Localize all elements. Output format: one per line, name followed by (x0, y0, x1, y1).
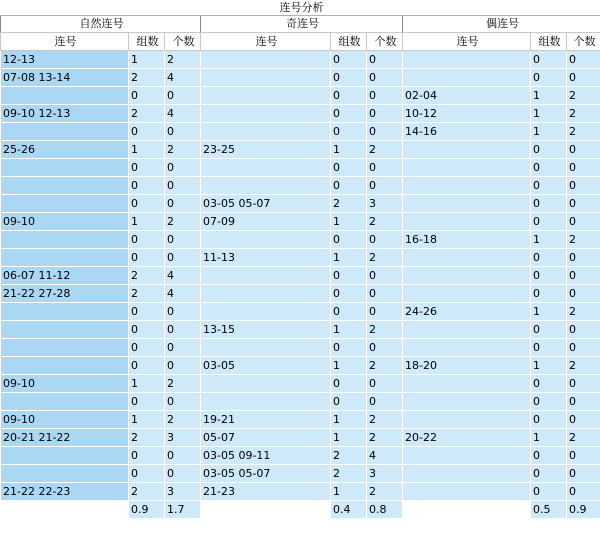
table-row (1, 69, 600, 87)
table-row (1, 177, 600, 195)
cell-natural-groups: 1 (129, 213, 165, 231)
cell-natural-groups: 0 (129, 339, 165, 357)
cell-even-count: 0 (567, 267, 600, 285)
cell-even-groups: 0 (531, 69, 567, 87)
table-row (1, 303, 600, 321)
cell-odd-number: 03-05 05-07 (201, 195, 331, 213)
cell-natural-number (1, 357, 129, 375)
table-row (1, 465, 600, 483)
cell-odd-count: 0 (367, 303, 403, 321)
cell-even-number: 16-18 (403, 231, 531, 249)
cell-odd-count: 3 (367, 195, 403, 213)
cell-natural-groups: 2 (129, 105, 165, 123)
cell-even-count: 0 (567, 285, 600, 303)
cell-natural-groups: 0 (129, 177, 165, 195)
cell-natural-number: 21-22 27-28 (1, 285, 129, 303)
cell-odd-number (201, 375, 331, 393)
cell-odd-count: 0 (367, 87, 403, 105)
cell-natural-number (1, 339, 129, 357)
cell-even-count: 2 (567, 105, 600, 123)
cell-even-count: 0 (567, 195, 600, 213)
cell-natural-count: 2 (165, 411, 201, 429)
cell-natural-groups: 2 (129, 483, 165, 501)
table-row (1, 195, 600, 213)
cell-natural-number (1, 249, 129, 267)
cell-even-number (403, 249, 531, 267)
col-header-number: 连号 (403, 33, 531, 51)
cell-natural-number: 09-10 (1, 213, 129, 231)
cell-natural-groups: 2 (129, 69, 165, 87)
cell-odd-groups: 0 (331, 303, 367, 321)
cell-natural-count: 3 (165, 429, 201, 447)
cell-natural-groups: 1 (129, 375, 165, 393)
cell-odd-count: 2 (367, 357, 403, 375)
cell-odd-count: 0 (367, 339, 403, 357)
cell-natural-groups: 2 (129, 429, 165, 447)
cell-odd-groups: 2 (331, 465, 367, 483)
cell-even-groups: 0 (531, 213, 567, 231)
cell-even-count: 0 (567, 483, 600, 501)
table-row (1, 231, 600, 249)
cell-odd-number (201, 177, 331, 195)
cell-odd-groups: 1 (331, 357, 367, 375)
col-header-groups: 组数 (531, 33, 567, 51)
col-header-count: 个数 (367, 33, 403, 51)
cell-odd-number: 23-25 (201, 141, 331, 159)
cell-even-groups: 1 (531, 105, 567, 123)
cell-odd-count: 0 (367, 285, 403, 303)
cell-even-count: 2 (567, 87, 600, 105)
cell-even-number (403, 393, 531, 411)
cell-odd-number (201, 285, 331, 303)
cell-natural-count: 2 (165, 51, 201, 69)
table-row (1, 429, 600, 447)
table-row (1, 321, 600, 339)
cell-even-groups: 0 (531, 393, 567, 411)
cell-even-groups: 0 (531, 141, 567, 159)
cell-odd-groups: 0 (331, 375, 367, 393)
cell-natural-count: 2 (165, 213, 201, 231)
cell-natural-count: 0 (165, 231, 201, 249)
average-blank-cell (403, 501, 531, 519)
cell-odd-groups: 0 (331, 123, 367, 141)
cell-odd-groups: 0 (331, 69, 367, 87)
cell-odd-number (201, 51, 331, 69)
cell-odd-number (201, 123, 331, 141)
cell-even-count: 0 (567, 393, 600, 411)
cell-natural-count: 0 (165, 339, 201, 357)
cell-natural-number (1, 123, 129, 141)
cell-natural-number: 20-21 21-22 (1, 429, 129, 447)
cell-odd-count: 0 (367, 123, 403, 141)
cell-natural-number: 09-10 12-13 (1, 105, 129, 123)
cell-odd-count: 0 (367, 231, 403, 249)
cell-natural-number (1, 447, 129, 465)
col-header-number: 连号 (201, 33, 331, 51)
cell-natural-number (1, 393, 129, 411)
cell-odd-count: 0 (367, 69, 403, 87)
cell-odd-count: 2 (367, 213, 403, 231)
cell-odd-number (201, 231, 331, 249)
cell-odd-count: 2 (367, 483, 403, 501)
group-header-row (1, 16, 600, 33)
cell-natural-number (1, 321, 129, 339)
cell-even-count: 0 (567, 51, 600, 69)
cell-even-groups: 0 (531, 285, 567, 303)
cell-natural-groups: 0 (129, 159, 165, 177)
col-header-groups: 组数 (129, 33, 165, 51)
cell-even-groups: 0 (531, 159, 567, 177)
cell-natural-groups: 0 (129, 249, 165, 267)
table-row (1, 339, 600, 357)
cell-natural-count: 0 (165, 123, 201, 141)
cell-natural-groups: 0 (129, 465, 165, 483)
cell-even-groups: 1 (531, 87, 567, 105)
cell-odd-groups: 1 (331, 213, 367, 231)
cell-natural-number: 21-22 22-23 (1, 483, 129, 501)
cell-natural-groups: 0 (129, 87, 165, 105)
cell-odd-count: 0 (367, 393, 403, 411)
cell-even-count: 0 (567, 465, 600, 483)
cell-natural-groups: 2 (129, 285, 165, 303)
cell-natural-groups: 0 (129, 357, 165, 375)
cell-odd-number: 03-05 (201, 357, 331, 375)
average-natural-count: 1.7 (165, 501, 201, 519)
cell-odd-groups: 0 (331, 87, 367, 105)
cell-odd-groups: 2 (331, 195, 367, 213)
cell-odd-count: 2 (367, 321, 403, 339)
cell-even-groups: 0 (531, 339, 567, 357)
cell-odd-number (201, 303, 331, 321)
cell-odd-number (201, 339, 331, 357)
cell-natural-groups: 1 (129, 411, 165, 429)
cell-natural-count: 0 (165, 87, 201, 105)
cell-odd-groups: 0 (331, 51, 367, 69)
cell-even-count: 0 (567, 249, 600, 267)
table-row (1, 159, 600, 177)
cell-even-count: 2 (567, 429, 600, 447)
cell-natural-number: 07-08 13-14 (1, 69, 129, 87)
table-row (1, 285, 600, 303)
cell-odd-count: 0 (367, 51, 403, 69)
cell-odd-groups: 1 (331, 141, 367, 159)
cell-natural-number (1, 177, 129, 195)
cell-natural-number: 25-26 (1, 141, 129, 159)
cell-odd-count: 4 (367, 447, 403, 465)
cell-odd-count: 2 (367, 411, 403, 429)
cell-odd-number: 05-07 (201, 429, 331, 447)
table-row (1, 51, 600, 69)
cell-even-number (403, 465, 531, 483)
cell-natural-groups: 0 (129, 303, 165, 321)
cell-odd-groups: 1 (331, 321, 367, 339)
cell-odd-groups: 1 (331, 429, 367, 447)
cell-even-groups: 0 (531, 483, 567, 501)
cell-natural-count: 0 (165, 357, 201, 375)
cell-odd-number: 21-23 (201, 483, 331, 501)
cell-natural-number (1, 87, 129, 105)
cell-natural-count: 0 (165, 393, 201, 411)
cell-natural-count: 4 (165, 285, 201, 303)
cell-even-groups: 1 (531, 231, 567, 249)
cell-even-groups: 0 (531, 411, 567, 429)
cell-odd-count: 0 (367, 375, 403, 393)
average-blank-cell (201, 501, 331, 519)
cell-odd-count: 2 (367, 429, 403, 447)
cell-natural-count: 3 (165, 483, 201, 501)
cell-odd-number: 13-15 (201, 321, 331, 339)
cell-even-number (403, 339, 531, 357)
cell-even-count: 0 (567, 141, 600, 159)
cell-even-number: 10-12 (403, 105, 531, 123)
cell-odd-groups: 2 (331, 447, 367, 465)
cell-natural-number: 09-10 (1, 375, 129, 393)
cell-natural-groups: 1 (129, 141, 165, 159)
cell-natural-count: 2 (165, 141, 201, 159)
cell-even-number (403, 321, 531, 339)
cell-natural-groups: 0 (129, 393, 165, 411)
table-row (1, 483, 600, 501)
title-row (1, 1, 600, 16)
average-row (1, 501, 600, 519)
cell-even-number: 02-04 (403, 87, 531, 105)
cell-even-groups: 0 (531, 249, 567, 267)
col-header-number: 连号 (1, 33, 129, 51)
cell-odd-count: 3 (367, 465, 403, 483)
cell-even-groups: 0 (531, 195, 567, 213)
cell-even-number: 14-16 (403, 123, 531, 141)
group-odd: 奇连号 (201, 16, 403, 33)
cell-natural-count: 0 (165, 303, 201, 321)
cell-odd-groups: 0 (331, 339, 367, 357)
cell-even-number (403, 267, 531, 285)
cell-even-number (403, 447, 531, 465)
average-even-groups: 0.5 (531, 501, 567, 519)
cell-even-number: 20-22 (403, 429, 531, 447)
cell-even-count: 2 (567, 231, 600, 249)
cell-even-number (403, 375, 531, 393)
cell-even-number (403, 411, 531, 429)
cell-natural-groups: 0 (129, 123, 165, 141)
cell-natural-number (1, 231, 129, 249)
average-blank-cell (1, 501, 129, 519)
cell-natural-number: 12-13 (1, 51, 129, 69)
cell-odd-groups: 0 (331, 159, 367, 177)
cell-odd-number (201, 87, 331, 105)
cell-even-count: 0 (567, 411, 600, 429)
cell-odd-count: 0 (367, 159, 403, 177)
table-row (1, 267, 600, 285)
table-row (1, 393, 600, 411)
cell-odd-number (201, 69, 331, 87)
group-natural: 自然连号 (1, 16, 201, 33)
cell-odd-number: 03-05 09-11 (201, 447, 331, 465)
cell-odd-groups: 0 (331, 177, 367, 195)
table-row (1, 123, 600, 141)
cell-natural-number: 06-07 11-12 (1, 267, 129, 285)
cell-odd-number (201, 267, 331, 285)
table-title: 连号分析 (1, 1, 600, 16)
table-row (1, 447, 600, 465)
col-header-count: 个数 (165, 33, 201, 51)
table-row (1, 411, 600, 429)
cell-odd-number: 03-05 05-07 (201, 465, 331, 483)
cell-natural-count: 2 (165, 375, 201, 393)
table-row (1, 357, 600, 375)
average-odd-groups: 0.4 (331, 501, 367, 519)
cell-natural-number (1, 195, 129, 213)
group-even: 偶连号 (403, 16, 600, 33)
cell-natural-number (1, 465, 129, 483)
cell-even-groups: 0 (531, 321, 567, 339)
cell-even-count: 0 (567, 69, 600, 87)
cell-odd-number: 11-13 (201, 249, 331, 267)
table-row (1, 213, 600, 231)
average-even-count: 0.9 (567, 501, 600, 519)
cell-even-groups: 1 (531, 429, 567, 447)
cell-even-count: 0 (567, 213, 600, 231)
cell-even-groups: 0 (531, 177, 567, 195)
cell-even-count: 0 (567, 159, 600, 177)
cell-even-number (403, 195, 531, 213)
cell-odd-count: 0 (367, 177, 403, 195)
cell-odd-groups: 1 (331, 483, 367, 501)
cell-even-number (403, 177, 531, 195)
cell-even-count: 0 (567, 447, 600, 465)
average-odd-count: 0.8 (367, 501, 403, 519)
cell-odd-count: 0 (367, 105, 403, 123)
cell-even-number (403, 285, 531, 303)
cell-even-count: 0 (567, 321, 600, 339)
cell-even-groups: 0 (531, 375, 567, 393)
cell-odd-number (201, 393, 331, 411)
col-header-count: 个数 (567, 33, 600, 51)
cell-even-number: 18-20 (403, 357, 531, 375)
cell-natural-count: 0 (165, 321, 201, 339)
cell-odd-groups: 1 (331, 249, 367, 267)
cell-natural-groups: 0 (129, 447, 165, 465)
table-row (1, 105, 600, 123)
cell-natural-groups: 0 (129, 321, 165, 339)
cell-natural-groups: 0 (129, 195, 165, 213)
cell-natural-groups: 2 (129, 267, 165, 285)
cell-odd-groups: 0 (331, 267, 367, 285)
cell-natural-number (1, 303, 129, 321)
cell-odd-groups: 0 (331, 393, 367, 411)
cell-even-count: 0 (567, 339, 600, 357)
cell-odd-groups: 0 (331, 231, 367, 249)
cell-even-number (403, 213, 531, 231)
cell-even-count: 2 (567, 123, 600, 141)
table-row (1, 87, 600, 105)
cell-natural-groups: 0 (129, 231, 165, 249)
cell-even-count: 0 (567, 375, 600, 393)
cell-even-count: 0 (567, 177, 600, 195)
cell-even-groups: 1 (531, 303, 567, 321)
cell-natural-count: 4 (165, 267, 201, 285)
cell-even-number: 24-26 (403, 303, 531, 321)
cell-even-number (403, 483, 531, 501)
cell-odd-groups: 0 (331, 105, 367, 123)
cell-natural-number (1, 159, 129, 177)
cell-odd-groups: 0 (331, 285, 367, 303)
cell-even-groups: 0 (531, 51, 567, 69)
cell-even-groups: 1 (531, 123, 567, 141)
cell-odd-count: 2 (367, 141, 403, 159)
cell-natural-count: 0 (165, 465, 201, 483)
cell-odd-number (201, 159, 331, 177)
cell-odd-groups: 1 (331, 411, 367, 429)
cell-even-count: 2 (567, 357, 600, 375)
cell-odd-number: 19-21 (201, 411, 331, 429)
cell-natural-count: 0 (165, 177, 201, 195)
cell-even-number (403, 159, 531, 177)
cell-even-number (403, 51, 531, 69)
cell-natural-number: 09-10 (1, 411, 129, 429)
cell-odd-number (201, 105, 331, 123)
cell-even-number (403, 69, 531, 87)
cell-odd-count: 2 (367, 249, 403, 267)
cell-natural-count: 0 (165, 249, 201, 267)
cell-even-groups: 0 (531, 267, 567, 285)
cell-natural-count: 4 (165, 69, 201, 87)
table-row (1, 375, 600, 393)
table-row (1, 249, 600, 267)
column-header-row (1, 33, 600, 51)
cell-natural-groups: 1 (129, 51, 165, 69)
cell-even-number (403, 141, 531, 159)
cell-natural-count: 0 (165, 447, 201, 465)
cell-even-count: 2 (567, 303, 600, 321)
cell-natural-count: 0 (165, 159, 201, 177)
cell-even-groups: 0 (531, 447, 567, 465)
cell-even-groups: 0 (531, 465, 567, 483)
cell-natural-count: 0 (165, 195, 201, 213)
table-row (1, 141, 600, 159)
cell-odd-count: 0 (367, 267, 403, 285)
cell-even-groups: 1 (531, 357, 567, 375)
cell-natural-count: 4 (165, 105, 201, 123)
col-header-groups: 组数 (331, 33, 367, 51)
cell-odd-number: 07-09 (201, 213, 331, 231)
average-natural-groups: 0.9 (129, 501, 165, 519)
